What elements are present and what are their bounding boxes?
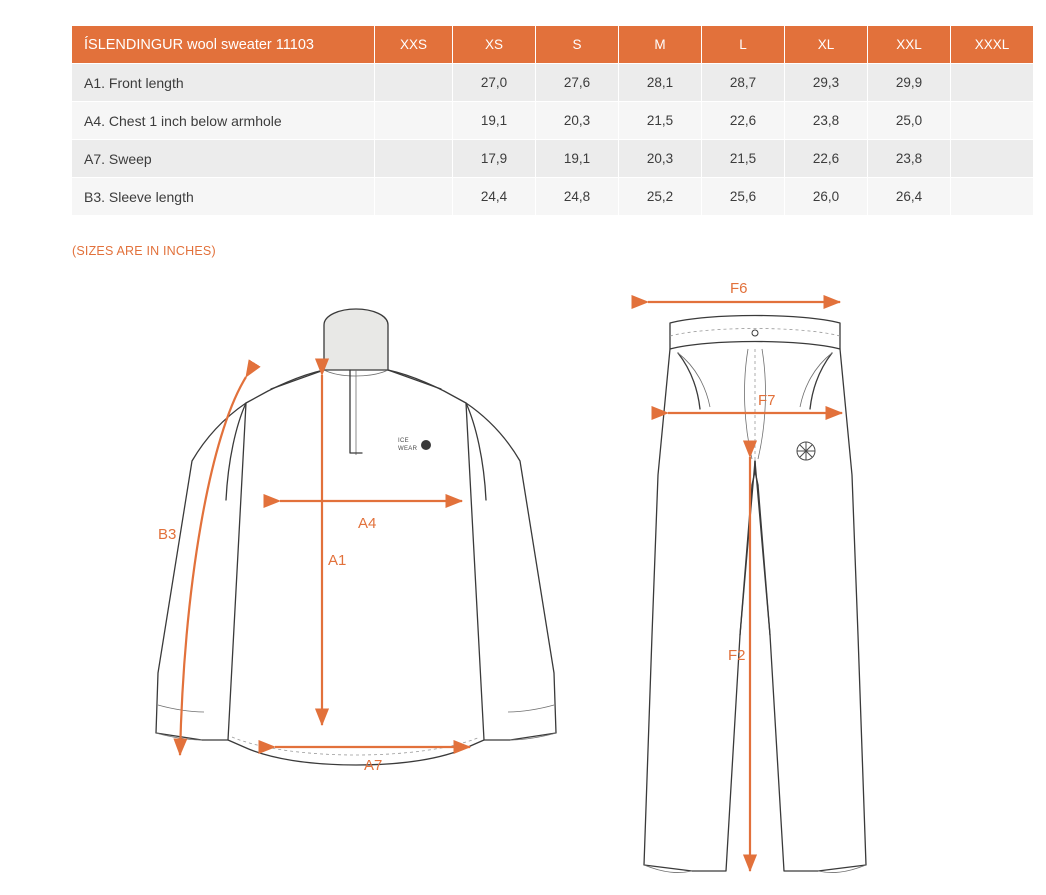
dimension-a7 — [275, 747, 470, 774]
dimension-label-f7: F7 — [758, 392, 776, 409]
cell-value: 20,3 — [619, 140, 702, 178]
measurement-label: A4. Chest 1 inch below armhole — [72, 102, 375, 140]
units-note: (SIZES ARE IN INCHES) — [72, 244, 216, 258]
brand-logo-line2: WEAR — [398, 446, 418, 452]
measurement-label: A7. Sweep — [72, 140, 375, 178]
measurement-label: A1. Front length — [72, 64, 375, 102]
cell-value: 26,0 — [785, 178, 868, 216]
table-header-row — [72, 26, 1034, 64]
cell-value: 26,4 — [868, 178, 951, 216]
product-name-header: ÍSLENDINGUR wool sweater 11103 — [72, 26, 375, 64]
cell-value — [951, 140, 1034, 178]
cell-value: 25,6 — [702, 178, 785, 216]
cell-value: 27,6 — [536, 64, 619, 102]
cell-value: 23,8 — [785, 102, 868, 140]
cell-value: 21,5 — [702, 140, 785, 178]
cell-value: 22,6 — [785, 140, 868, 178]
size-header-l: L — [702, 26, 785, 64]
cell-value — [375, 64, 453, 102]
dimension-a1 — [322, 375, 346, 725]
cell-value — [375, 102, 453, 140]
dimension-f2 — [728, 457, 750, 871]
cell-value — [375, 140, 453, 178]
cell-value: 24,8 — [536, 178, 619, 216]
table-row — [72, 178, 1034, 216]
cell-value: 29,9 — [868, 64, 951, 102]
cell-value — [951, 64, 1034, 102]
snowflake-icon — [797, 442, 815, 460]
measurement-label: B3. Sleeve length — [72, 178, 375, 216]
dimension-label-a1: A1 — [328, 552, 347, 569]
table-row — [72, 64, 1034, 102]
cell-value — [951, 102, 1034, 140]
dimension-label-f6: F6 — [730, 280, 748, 297]
cell-value — [951, 178, 1034, 216]
dimension-label-a7: A7 — [364, 757, 383, 774]
table-row — [72, 102, 1034, 140]
dimension-f6 — [648, 280, 840, 302]
cell-value: 19,1 — [536, 140, 619, 178]
dimension-b3 — [158, 377, 246, 755]
size-header-xl: XL — [785, 26, 868, 64]
size-header-s: S — [536, 26, 619, 64]
cell-value: 25,0 — [868, 102, 951, 140]
size-header-xxxl: XXXL — [951, 26, 1034, 64]
pants-technical-drawing — [630, 275, 890, 890]
cell-value: 25,2 — [619, 178, 702, 216]
cell-value: 22,6 — [702, 102, 785, 140]
size-header-xxs: XXS — [375, 26, 453, 64]
size-chart-table — [71, 25, 1010, 216]
cell-value — [375, 178, 453, 216]
cell-value: 20,3 — [536, 102, 619, 140]
cell-value: 24,4 — [453, 178, 536, 216]
cell-value: 17,9 — [453, 140, 536, 178]
size-header-m: M — [619, 26, 702, 64]
brand-logo-line1: ICE — [398, 438, 409, 444]
dimension-label-b3: B3 — [158, 526, 177, 543]
cell-value: 21,5 — [619, 102, 702, 140]
cell-value: 29,3 — [785, 64, 868, 102]
brand-logo — [398, 438, 431, 452]
size-header-xs: XS — [453, 26, 536, 64]
cell-value: 28,7 — [702, 64, 785, 102]
dimension-label-a4: A4 — [358, 515, 377, 532]
cell-value: 28,1 — [619, 64, 702, 102]
dimension-a4 — [280, 501, 462, 532]
cell-value: 19,1 — [453, 102, 536, 140]
sweater-technical-drawing — [140, 285, 520, 805]
size-header-xxl: XXL — [868, 26, 951, 64]
cell-value: 27,0 — [453, 64, 536, 102]
dimension-label-f2: F2 — [728, 647, 746, 664]
cell-value: 23,8 — [868, 140, 951, 178]
table-row — [72, 140, 1034, 178]
